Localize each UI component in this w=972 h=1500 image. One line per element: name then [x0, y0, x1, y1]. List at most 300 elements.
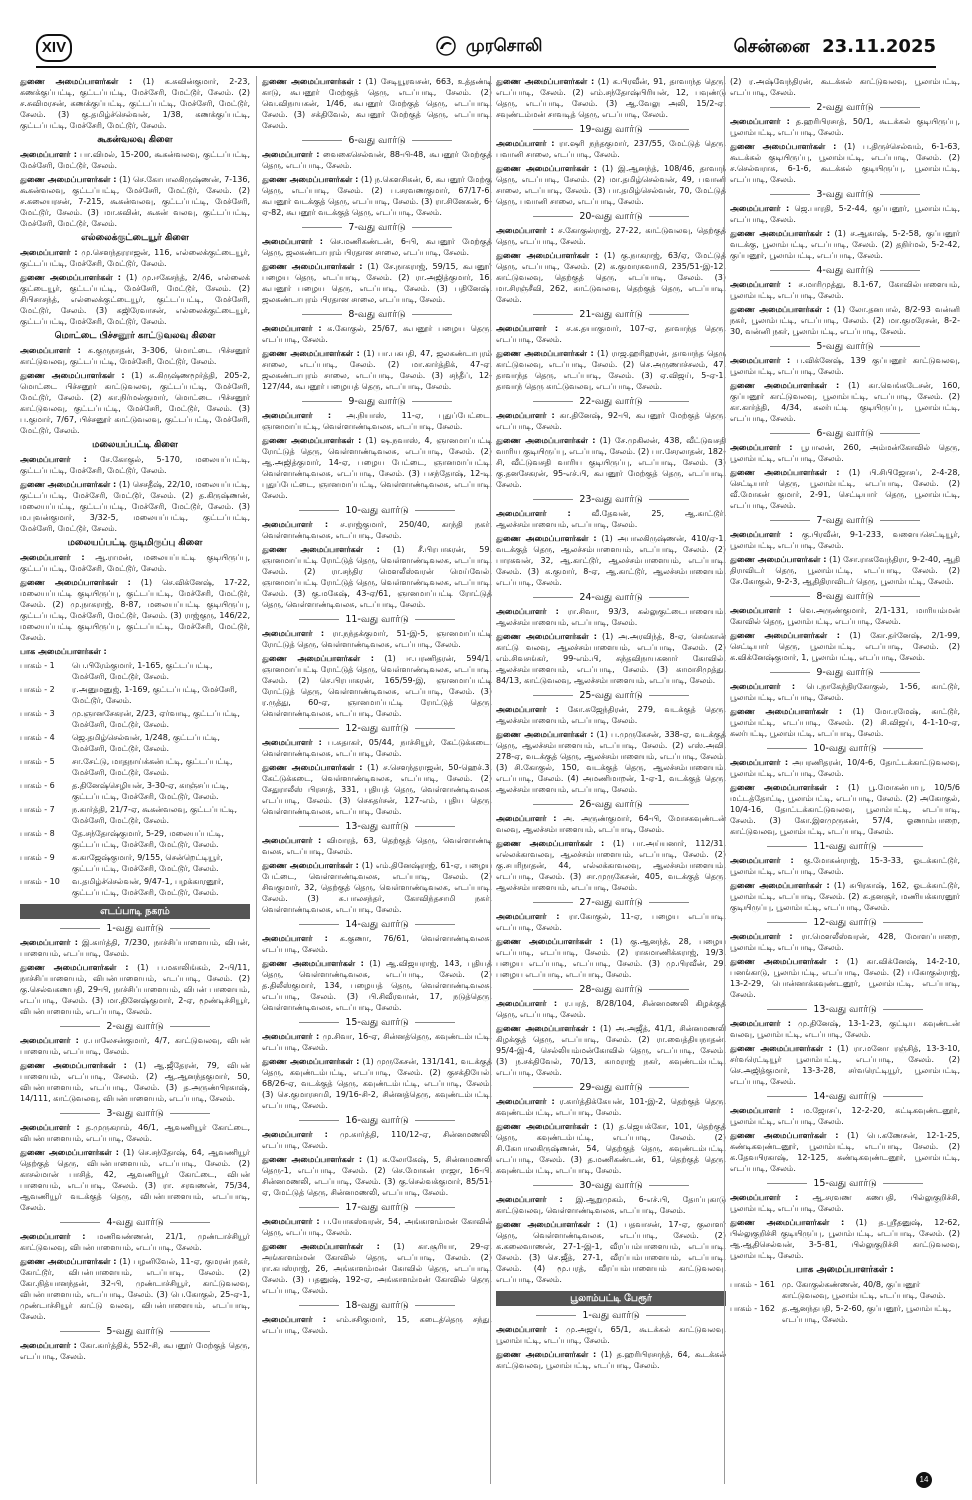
officer-details: (1) எம்.தினேஷ்ராஜ், 61-ஏ, பழைய பேட்டை, வெள்ளாண்டிவலசு, எடப்பாடி, சேலம். (2) சிவகுமார், 32, தெற்குத் தெரு, வெள்ளாண்டிவலசு, எடப்பாடி, சேலம். (3) சு.பாலசந்தர், கோவிந்தசாமி நகர், வெள்ளாண்டிவலசு, எடப்பாடி, சேலம்.: [262, 861, 492, 914]
dateline: [734, 36, 936, 59]
role-label: துணை அமைப்பாளர்கள் :: [262, 349, 360, 358]
officer-details: (1) சுபிரகாஷ், 162, ஓடக்காட்டூர், பூலாம்பட்டி, எடப்பாடி, சேலம். (2) சு.தனசூர், மணியக்காரனூர் குடியிருப்பு, பூலாம்பட்டி, எடப்பாடி, சேலம்.: [730, 881, 960, 912]
officer-details: கோ.கார்த்திக், 552-சி, கூபனூர் மேற்குத் தெரு, எடப்பாடி, சேலம்.: [20, 1341, 250, 1361]
officer-entry: [20, 479, 250, 534]
officer-entry: [20, 272, 250, 327]
officer-entry: [20, 1122, 250, 1144]
booth-number: பாகம் - 7: [20, 805, 55, 814]
page-header: [0, 0, 972, 64]
officer-details: (1) க.லோகேஷ், 5, சின்னமணலி தெரு-1, எடப்பாடி, சேலம். (2) செ.மோகன் ராஜா, 16-பி, சின்னமணலி, எடப்பாடி, சேலம். (3) கு.செல்வக்குமார், 85/51-ஏ, மேட்டுத் தெரு, சின்னமணலி, எடப்பாடி, சேலம்.: [262, 1155, 492, 1197]
officer-entry: [20, 1147, 250, 1213]
officer-details: (1) கு.ஆனந்த், 28, பழைய எடப்பாடி, எடப்பாடி, சேலம். (2) ராசுமாணிக்கராஜ், 19/3, பழைய எடப்பாடி, எடப்பாடி, சேலம். (3) மு.பிரவீன், 29, பழைய எடப்பாடி, எடப்பாடி, சேலம்.: [496, 937, 726, 979]
booth-entry: [730, 1279, 960, 1301]
officer-details: ச.கோகுல்ராஜ், 27-22, காட்டுவலவு, தெற்குத் தெரு, எடப்பாடி, சேலம்.: [496, 226, 726, 246]
role-label: அமைப்பாளர் :: [20, 248, 78, 257]
booth-entry: [20, 828, 250, 850]
booth-entry: [20, 756, 250, 778]
role-label: அமைப்பாளர் :: [262, 934, 328, 943]
ward-heading: 23-வது வார்டு: [496, 494, 726, 505]
role-label: துணை அமைப்பாளர்கள் :: [262, 959, 364, 968]
booth-entry: [20, 780, 250, 802]
officer-entry: [496, 508, 726, 530]
role-label: அமைப்பாளர் :: [262, 411, 332, 420]
masthead: [436, 36, 542, 58]
officer-details: இ.கார்த்தி, 7/230, நாச்சிப்பாளையம், விபன், பாளையம், எடப்பாடி, சேலம்.: [20, 938, 250, 958]
officer-details: பூபாலன், 260, அம்மன்கோவில் தெரு, பூலாம்பட்டி, எடப்பாடி, சேலம்.: [730, 443, 960, 463]
officer-details: (1) ஆ.ஜீதேரன், 79, விபன் பாளையம், எடப்பாடி, சேலம். (2) ஆ.ஆனந்தகுமார், 50, விபன்பாளையம், எடப்பாடி, சேலம். (3) த.அருண்பிரகாஷ், 14/111, காட்டுவலவு, விபன்பாளையம், எடப்பாடி, சேலம்.: [20, 1061, 250, 1103]
ward-heading: 15-வது வார்டு: [262, 1017, 492, 1028]
ward-heading: 24-வது வார்டு: [496, 592, 726, 603]
role-label: அமைப்பாளர் :: [496, 324, 559, 333]
role-label: அமைப்பாளர் :: [730, 682, 796, 691]
officer-entry: [20, 937, 250, 959]
officer-entry: [20, 646, 250, 657]
officer-entry: [20, 1231, 250, 1253]
officer-entry: [496, 1194, 726, 1216]
officer-details: (1) செசதீஷ், 22/10, மலையப்பட்டி, குட்டப்பட்டி, மேச்சேரி, மேட்டூர், சேலம். (2) த.கிருஷ்ணன், மலையப்பட்டி, குட்டப்பட்டி, மேச்சேரி, மேட்டூர், சேலம். (3) ம.புவன்குமார், 3/32-5, மலையப்பட்டி, குட்டப்பட்டி, மேச்சேரி, மேட்டூர், சேலம்.: [20, 480, 250, 533]
booth-officer: வ.தமிழ்ச்செல்வன், 9/47-1, பழக்காரனூர், குட்டப்பட்டி, மேச்சேரி, மேட்டூர், சேலம்.: [72, 877, 224, 897]
officer-entry: [496, 704, 726, 726]
officer-entry: [730, 782, 960, 837]
officer-entry: [730, 279, 960, 301]
officer-details: மு.அஜய், 65/1, கூடக்கல் காட்டுவலவு, பூலாம்பட்டி, எடப்பாடி, சேலம்.: [496, 1325, 726, 1345]
role-label: துணை அமைப்பாளர்கள் :: [20, 480, 117, 489]
officer-details: (1) த.ஜெயக்கோ, 101, தெற்குத் தெரு, கவுண்டம்பட்டி, எடப்பாடி, சேலம். (2) சி.கோபாலகிருஷ்ணன், 54, தெற்குத் தெரு, கவுண்டம்பட்டி, எடப்பாடி, சேலம். (3) த.மணிகண்டன், 61, தெற்குத் தெரு, கவுண்டம்பட்டி, எடப்பாடி, சேலம்.: [496, 1122, 726, 1175]
officer-entry: [496, 606, 726, 628]
booth-number: பாகம் - 1: [20, 661, 55, 670]
officer-details: (1) கா.வெங்கடேசன், 160, குப்பனூர் காட்டுவலவு, பூலாம்பட்டி, எடப்பாடி, சேலம். (2) கா.கார்த்தி, 4/34, கலர்பட்டி குடியிருப்பு, பூலாம்பட்டி, எடப்பாடி, சேலம்.: [730, 381, 960, 423]
officer-details: (1) கோ.தர்னேஷ், 2/1-99, செட்டியார் தெரு, பூலாம்பட்டி, எடப்பாடி, சேலம். (2) க.விக்னேஷ்குமார், 1, பூலாம்பட்டி, எடப்பாடி, சேலம்.: [730, 631, 960, 662]
booth-officer: சா.சேட்டு, மாதநாய்க்கன்பட்டி, குட்டப்பட்டி, மேச்சேரி, மேட்டூர், சேலம்.: [72, 757, 233, 777]
officer-entry: [262, 435, 492, 501]
officer-details: (1) ஈ.பரணிதரன், 594/1, ஞானமாப்பட்டி ரோட்டுத் தெரு, வெள்ளாண்டிவலசு, எடப்பாடி, சேலம். (2) செ.பிரபாகரன், 165/59-இ, ஞானமாப்பட்டி ரோட்டுத் தெரு, வெள்ளாண்டிவலசு, எடப்பாடி, சேலம். (3) ர.ருத்து, 60-ஏ, ஞானமாப்பட்டி ரோட்டுத் தெரு, வெள்ளாண்டிவலசு, எடப்பாடி, சேலம்.: [262, 654, 492, 718]
role-label: அமைப்பாளர் :: [730, 856, 794, 865]
dateline-city: சென்னை: [733, 36, 810, 57]
officer-details: ஆ.சரவண கணபதி, பில்லுகுறிச்சி, பூலாம்பட்டி, எடப்பாடி, சேலம்.: [730, 1193, 960, 1213]
role-label: அமைப்பாளர் :: [496, 1195, 563, 1204]
officer-entry: [496, 348, 726, 392]
officer-details: கு.பிரவீன், 9-1-233, வளையசெட்டியூர், பூலாம்பட்டி, எடப்பாடி, சேலம்.: [730, 530, 960, 550]
officer-entry: [730, 630, 960, 663]
officer-entry: [262, 544, 492, 610]
officer-details: (1) ச.செளந்தராஜன், 50-ஹெச்.3, கேட்டுக்கடை, வெள்ளாண்டிவலசு, எடப்பாடி, சேலம். (2) சேதுராலீஸ் பிரசாத், 331, புதியத் தெரு, வெள்ளாண்டிவலசு, எடப்பாடி, சேலம். (3) செசுதர்சன், 127-எம், புதிய தெரு, வெள்ளாண்டிவலசு, எடப்பாடி, சேலம்.: [262, 763, 492, 816]
officer-entry: [730, 76, 960, 98]
booth-entry: [20, 708, 250, 730]
officer-details: செ.மணிகண்டன், 6-பி, கூபனூர் மேற்குத் தெரு, ஜலகண்டாபுரம் பிரதான சாலை, எடப்பாடி, சேலம்.: [262, 237, 492, 257]
role-label: அமைப்பாளர் :: [730, 530, 793, 539]
officer-details: (1) சேடியூரவசன், 663, உத்தண்டி காடு, கூபனூர் மேற்குத் தெரு, எடப்பாடி, சேலம். (2) வெ.விநாயகன், 1/46, கூபனூர் மேற்குத் தெரு, எடப்பாடி, சேலம். (3) சக்திவேல், கூபனூர் மேற்குத் தெரு, எடப்பாடி, சேலம்.: [262, 77, 492, 130]
ward-heading: 21-வது வார்டு: [496, 309, 726, 320]
role-label: துணை அமைப்பாளர்கள் :: [730, 381, 840, 390]
role-label: துணை அமைப்பாளர்கள் :: [20, 1061, 127, 1070]
role-label: துணை அமைப்பாளர்கள் :: [262, 77, 362, 86]
role-label: அமைப்பாளர் :: [20, 553, 85, 562]
officer-entry: [730, 681, 960, 703]
role-label: துணை அமைப்பாளர்கள் :: [262, 654, 374, 663]
officer-details: (1) செ.சந்தோஷ், 64, ஆவணியூர் தெற்குத் தெரு, விபன்பாளையம், எடப்பாடி, சேலம். (2) காசல்மான் பாசித், 42, ஆவணியூர் கோட்டை, விபன் பாளையம், எடப்பாடி, சேலம். (3) ரா. சரவணன், 75/34, ஆவணியூர் வடக்குத் தெரு, விபன்பாளையம், எடப்பாடி, சேலம்.: [20, 1148, 250, 1212]
officer-entry: [20, 552, 250, 574]
booth-number: பாகம் - 8: [20, 829, 55, 838]
officer-details: (1) அ.அரவிந்த், 8-ஏ, செங்கான் காட்டு வலவு, ஆலச்சம்பாளையம், எடப்பாடி, சேலம். (2) எம்.சிவசங்கர், 99-எம்.பி, சுந்தவிநாயகனார் கோவில், ஆலச்சம்பாளையம், எடப்பாடி, சேலம். (3) காமாசிமுத்து, 84/13, காட்டுவலவு, ஆலச்சம்பாளையம், எடப்பாடி, சேலம்.: [496, 632, 726, 685]
column-3: [496, 76, 726, 1484]
role-label: அமைப்பாளர் :: [20, 455, 87, 464]
officer-entry: [496, 323, 726, 345]
officer-entry: [496, 631, 726, 686]
role-label: துணை அமைப்பாளர்கள் :: [730, 631, 840, 640]
role-label: துணை அமைப்பாளர்கள் :: [496, 164, 597, 173]
role-label: துணை அமைப்பாளர்கள் :: [730, 783, 839, 792]
header-rule: [36, 66, 936, 68]
folio-badge: 14: [916, 1472, 932, 1488]
role-label: துணை அமைப்பாளர்கள் :: [730, 468, 840, 477]
ward-heading: 9-வது வார்டு: [730, 667, 960, 678]
officer-entry: [20, 345, 250, 367]
officer-entry: [496, 729, 726, 795]
role-label: அமைப்பாளர் :: [262, 1032, 320, 1041]
branch-heading: கூகன்வலவு கிளை: [97, 135, 173, 145]
ward-heading: 4-வது வார்டு: [20, 1217, 250, 1228]
role-label: துணை அமைப்பாளர்கள் :: [262, 1057, 360, 1066]
role-label: அமைப்பாளர் :: [262, 629, 325, 638]
officer-entry: [262, 835, 492, 857]
officer-details: ப.விக்னேஷ், 139 குப்பனூர் காட்டுவலவு, பூலாம்பட்டி, எடப்பாடி, சேலம்.: [730, 356, 960, 376]
role-label: துணை அமைப்பாளர்கள் :: [20, 371, 125, 380]
officer-details: (1) அபாலகிருஷ்ணன், 410/ஏ-1, வடக்குத் தெரு, ஆலச்சம்பாளையம், எடப்பாடி, சேலம். (2) பாரகவன், 32, ஆ.காட்டூர், ஆலச்சம்பாளையம், எடப்பாடி, சேலம். (3) க.குமார், 8-ஏ, ஆ.காட்டூர், ஆலச்சம்பாளையம், எடப்பாடி, சேலம்.: [496, 534, 726, 587]
officer-details: ரா.மௌலீஸ்வரன், 428, மோளப்பாறை, பூலாம்பட்டி, எடப்பாடி, சேலம்.: [730, 932, 960, 952]
officer-entry: [730, 706, 960, 739]
officer-entry: [730, 529, 960, 551]
officer-details: ச.மாரிமுத்து, 8.1-67, கோவில்பாளையம், பூலாம்பட்டி, எடப்பாடி, சேலம்.: [730, 280, 960, 300]
officer-entry: [262, 410, 492, 432]
role-label: அமைப்பாளர் :: [20, 1232, 86, 1241]
ward-heading: 3-வது வார்டு: [730, 189, 960, 200]
officer-entry: [730, 1018, 960, 1040]
role-label: துணை அமைப்பாளர்கள் :: [496, 1350, 597, 1359]
officer-details: ஜெ.பாரதி, 5-2-44, குப்பனூர், பூலாம்பட்டி, எடப்பாடி, சேலம்.: [730, 204, 960, 224]
officer-entry: [262, 1241, 492, 1296]
officer-details: (1) த.ஹரிபிரசாந்த், 64, கூடக்கல் காட்டுவலவு, பூலாம்பட்டி, எடப்பாடி, சேலம்.: [496, 1350, 726, 1370]
booth-entry: [20, 684, 250, 706]
role-label: அமைப்பாளர் :: [262, 1217, 320, 1226]
masthead-title: முரசொலி: [465, 36, 543, 56]
officer-details: (1) ரா.மனோ ரஞ்சித், 13-3-10, சர்வரெட்டியூர் பூலாம்பட்டி, எடப்பாடி, சேலம். (2) செ.அஜித்குமார், 13-3-28, சர்வரெட்டியூர், பூலாம்பட்டி, எடப்பாடி, சேலம்.: [730, 1044, 960, 1086]
officer-entry: [496, 533, 726, 588]
officer-entry: [20, 1035, 250, 1057]
role-label: துணை அமைப்பாளர்கள் :: [496, 534, 597, 543]
officer-entry: [20, 174, 250, 229]
officer-entry: [20, 370, 250, 436]
officer-entry: [730, 605, 960, 627]
officer-entry: [262, 653, 492, 719]
booth-officer: பெ.பிரேம்குமார், 1-165, குட்டப்பட்டி, மேச்சேரி, மேட்டூர், சேலம்.: [72, 661, 213, 681]
officer-details: சு.குருநாதன், 3-306, மொட்டை பிச்சனூர் காட்டுவலவு, குட்டப்பட்டி, மேச்சேரி, மேட்டூர், சேலம்.: [20, 346, 250, 366]
officer-details: (1) சோ.ராகவேந்திரா, 9-2-40, ஆதி திராவிடர் தெரு, பூலாம்பட்டி, எடப்பாடி, சேலம். (2) சே.கோகுல், 9-2-3, ஆதிதிராவிடர் தெரு, பூலாம்பட்டி, சேலம்.: [730, 555, 960, 586]
role-label: அமைப்பாளர் :: [262, 1315, 327, 1324]
officer-details: பெ.நாகேந்திரகோகுல், 1-56, காட்டூர், பூலாம்பட்டி, எடப்பாடி, சேலம்.: [730, 682, 960, 702]
officer-entry: [496, 1121, 726, 1176]
officer-details: த.ஹரிபிரசாத், 50/1, கூடக்கல் குடியிருப்பு, பூலாம்பட்டி, எடப்பாடி, சேலம்.: [730, 117, 960, 137]
column-2: [262, 76, 492, 1484]
ward-heading: 10-வது வார்டு: [730, 743, 960, 754]
officer-details: ம.ஜோசப், 12-2-20, கட்டிகவுண்டனூர், பூலாம்பட்டி, எடப்பாடி, சேலம்.: [730, 1106, 960, 1126]
ward-heading: 9-வது வார்டு: [262, 396, 492, 407]
role-label: துணை அமைப்பாளர்கள் :: [20, 1148, 119, 1157]
officer-details: சே.கோகுல், 5-170, மலையப்பட்டி, குட்டப்பட்டி, மேச்சேரி, மேட்டூர், சேலம்.: [20, 455, 250, 475]
officer-details: (1) அ.அஜீத், 41/1, சின்னமணலி கிழக்குத் தெரு, எடப்பாடி, சேலம். (2) ரா.வைத்தியநாதன், 95/4-இ-4, செல்லியம்மன்கோவில் தெரு, எடப்பாடி, சேலம். (3) ந.சக்திவேல், 70/13, காமராஜ் நகர், கவுண்டம்பட்டி, எடப்பாடி, சேலம்.: [496, 1024, 726, 1077]
officer-details: (1) பதவாசன், 17-ஏ, குலாளர் தெரு, வெள்ளாண்டிவலசு, எடப்பாடி, சேலம். (2) க.கலைவாணன், 27-1-இ-1, வீரப்பம்பாளையம், எடப்பாடி, சேலம். (3) செ.ஜீத், 27-1, வீரப்பம்பாளையம், எடப்பாடி, சேலம். (4) மூ.பரத், வீரப்பம்பாளையம் காட்டுவலவு, எடப்பாடி, சேலம்.: [496, 1220, 726, 1284]
officer-details: பா.விமல், 15-200, கூகன்வலவு, குட்டப்பட்டி, மேச்சேரி, மேட்டூர், சேலம்.: [20, 150, 250, 170]
officer-details: (1) லோ.தனபால், 8/2-93 வன்னி நகர், பூலாம்பட்டி, எடப்பாடி, சேலம். (2) மா.குமரேசன், 8-2-30, வன்னி நகர், பூலாம்பட்டி, எடப்பாடி, சேலம்.: [730, 305, 960, 336]
ward-heading: 25-வது வார்டு: [496, 690, 726, 701]
officer-details: அ. அருண்குமார், 64-பி, மோசகவுண்டன் வலவு, ஆலச்சம்பாளையம், எடப்பாடி, சேலம்.: [496, 814, 726, 834]
officer-entry: [262, 737, 492, 759]
role-label: துணை அமைப்பாளர்கள் :: [730, 555, 827, 564]
officer-entry: [496, 76, 726, 120]
officer-entry: [730, 203, 960, 225]
officer-entry: [496, 250, 726, 305]
officer-details: (1) க.பிரவீன், 91, தாவாந்த தெரு, எடப்பாடி, சேலம். (2) எம்.சந்தோஷ்பிரியன், 12, பவுண்டு தெரு, எடப்பாடி, சேலம். (3) ஆ.வேலு அலி, 15/2-ஏ, சவுண்டம்மன் சாவடித் தெரு, எடப்பாடி, சேலம்.: [496, 77, 726, 119]
role-label: துணை அமைப்பாளர்கள் :: [730, 707, 843, 716]
officer-details: வைகைசெல்வன், 88-பி-48, கூபனூர் மேற்குத் தெரு, எடப்பாடி, சேலம்.: [262, 150, 492, 170]
ward-heading: 1-வது வார்டு: [496, 1310, 726, 1321]
ward-heading: 16-வது வார்டு: [262, 1115, 492, 1126]
officer-details: ச.ராஜ்குமார், 250/40, காந்தி நகர், வெள்ளாண்டிவலசு, எடப்பாடி, சேலம்.: [262, 520, 492, 540]
officer-entry: [496, 1219, 726, 1285]
role-label: அமைப்பாளர் :: [730, 443, 793, 452]
officer-entry: [262, 762, 492, 817]
ward-heading: 8-வது வார்டு: [730, 591, 960, 602]
ward-heading: 7-வது வார்டு: [262, 222, 492, 233]
role-label: அமைப்பாளர் :: [496, 411, 555, 420]
ward-heading: 20-வது வார்டு: [496, 211, 726, 222]
officer-details: (1) சே.முகிலன், 438, வீட்டுவசதி வாரிய குடியிருப்பு, எடப்பாடி, சேலம். (2) பா.சேரலாதன், 182-சி, வீட்டுவசதி வாரிய குடியிருப்பு, எடப்பாடி, சேலம். (3) கு.தனசேகரன், 95-எச்.பி, கூபனூர் மேற்குத் தெரு, எடப்பாடி, சேலம்.: [496, 436, 726, 489]
officer-entry: [20, 1340, 250, 1362]
role-label: துணை அமைப்பாளர்கள் :: [730, 1044, 832, 1053]
officer-details: கா.தினேஷ், 92-பி, கூபனூர் மேற்குத் தெரு, எடப்பாடி, சேலம்.: [496, 411, 726, 431]
role-label: துணை அமைப்பாளர்கள் :: [20, 175, 117, 184]
role-label: துணை அமைப்பாளர்கள் :: [496, 251, 599, 260]
role-label: துணை அமைப்பாளர்கள் :: [496, 1024, 596, 1033]
role-label: அமைப்பாளர் :: [730, 117, 790, 126]
officer-details: (1) பா.பசுபதி, 47, ஜலகண்டாபுரம் சாலை, எடப்பாடி, சேலம். (2) மா.கார்த்திக், 47-ஏ, ஜலகண்டாபுரம் சாலை, எடப்பாடி, சேலம். (3) சந்தீப், 12-127/44, கூபனூர் பழையத் தெரு, எடப்பாடி, சேலம்.: [262, 349, 492, 391]
officer-details: (1) சே.நாகராஜ், 59/15, கூபனூர் பழைய தெரு, எடப்பாடி, சேலம். (2) ரா.அஜித்குமார், 16, கூபனூர் பழைய தெரு, எடப்பாடி, சேலம். (3) பதினேஷ், ஜலகண்டாபுரம் பிரதான சாலை, எடப்பாடி, சேலம்.: [262, 262, 492, 304]
role-label: துணை அமைப்பாளர்கள் :: [262, 262, 363, 271]
officer-entry: [20, 76, 250, 131]
officer-details: (1) க.சுவின்குமார், 2-23, கணக்குப்பட்டி, குட்டப்பட்டி, மேச்சேரி, மேட்டூர், சேலம். (2) ச.சுவிமரசன், கணக்குப்பட்டி, குட்டப்பட்டி, மேச்சேரி, மேட்டூர், சேலம். (3) கு.தமிழ்ச்செல்வன், 1/38, கணக்குப்பட்டி, குட்டப்பட்டி, மேச்சேரி, மேட்டூர், சேலம்.: [20, 77, 250, 130]
booth-officer: க.காஜேஷ்குமார், 9/155, சென்றெட்டியூர், குட்டப்பட்டி, மேச்சேரி, மேட்டூர், சேலம்.: [72, 853, 223, 873]
column-1: [20, 76, 250, 1484]
officer-details: (1) ப.முருகேசன், 338-ஏ, வடக்குத் தெரு, ஆலச்சம்பாளையம், எடப்பாடி, சேலம். (2) எஸ்.அவி, 278-ஏ, வடக்குத் தெரு, ஆலச்சம்பாளையம், எடப்பாடி, சேலம். (3) சி.கோகுல், 150, வடக்குத் தெரு, ஆலச்சம்பாளையம், எடப்பாடி, சேலம். (4) அமணிமாறன், 1-ஏ-1, வடக்குத் தெரு, ஆலச்சம்பாளையம், எடப்பாடி, சேலம்.: [496, 730, 726, 794]
booth-officer: தே.சந்தோஷ்குமார், 5-29, மலையப்பட்டி, குட்டப்பட்டி, மேச்சேரி, மேட்டூர், சேலம்.: [72, 829, 224, 849]
ward-heading: 8-வது வார்டு: [262, 309, 492, 320]
role-label: அமைப்பாளர் :: [262, 520, 329, 529]
officer-entry: [20, 577, 250, 643]
officer-entry: [262, 1031, 492, 1053]
booth-number: பாகம் - 161: [730, 1280, 775, 1289]
ward-heading: 28-வது வார்டு: [496, 984, 726, 995]
ward-heading: 17-வது வார்டு: [262, 1202, 492, 1213]
ward-heading: 5-வது வார்டு: [730, 341, 960, 352]
officer-entry: [730, 141, 960, 185]
role-label: துணை அமைப்பாளர்கள் :: [20, 1257, 117, 1266]
officer-entry: [730, 1130, 960, 1174]
officer-details: (1) ராஜ.ஹரிஹரன், தாவாந்த தெரு காட்டுவலவு, எடப்பாடி, சேலம். (2) செ.அருணாச்சலம், 47, தாவாந்த தெரு, எடப்பாடி, சேலம். (3) ஏ.விஜய், 5-ஏ-1, தாவாந் தெரு காட்டுவலவு, எடப்பாடி, சேலம்.: [496, 349, 726, 391]
role-label: துணை அமைப்பாளர்கள் :: [496, 436, 596, 445]
officer-entry: [730, 304, 960, 337]
role-label: அமைப்பாளர் :: [496, 226, 554, 235]
officer-entry: [262, 519, 492, 541]
role-label: அமைப்பாளர் :: [730, 758, 789, 767]
officer-entry: [730, 1105, 960, 1127]
ward-heading: 2-வது வார்டு: [730, 102, 960, 113]
role-label: அமைப்பாளர் :: [730, 1019, 791, 1028]
role-label: அமைப்பாளர் :: [20, 1036, 79, 1045]
officer-details: (1) இ.ஆனந்த், 108/46, தாவாந் தெரு, எடப்பாடி, சேலம். (2) மா.தமிழ்செல்வன், 49, பவானி சாலை, எடப்பாடி, சேலம். (3) பா.தமிழ்செல்வன், 70, மேட்டுத் தெரு, பவானி சாலை, எடப்பாடி, சேலம்.: [496, 164, 726, 206]
booth-entry: [20, 660, 250, 682]
ward-heading: 22-வது வார்டு: [496, 396, 726, 407]
role-label: துணை அமைப்பாளர்கள் :: [730, 1131, 839, 1140]
officer-entry: [262, 76, 492, 131]
officer-details: (1) ப.திருச்செல்வம், 6-1-63, கூடக்கல் குடியிருப்பு, பூலாம்பட்டி, எடப்பாடி, சேலம். (2) ச.செல்வராசு, 6-1-6, கூடக்கல் குடியிருப்பு, பூலாம்பட்டி, எடப்பாடி, சேலம்.: [730, 142, 960, 184]
officer-entry: [496, 138, 726, 160]
officer-entry: [262, 149, 492, 171]
booth-number: பாகம் - 6: [20, 781, 55, 790]
ward-heading: 6-வது வார்டு: [262, 135, 492, 146]
column-divider: [490, 76, 491, 1484]
ward-heading: 27-வது வார்டு: [496, 897, 726, 908]
section-band: எடப்பாடி நகரம்: [20, 904, 250, 919]
role-label: அமைப்பாளர் :: [262, 738, 322, 747]
officer-entry: [730, 355, 960, 377]
masthead-logo-icon: [436, 36, 456, 56]
section-band: பூலாம்பட்டி பேரூர்: [496, 1291, 726, 1306]
officer-details: (1) ஆ.விஜயராஜ், 143, புதியத் தெரு, வெள்ளாண்டிவலசு, எடப்பாடி, சேலம். (2) த.திலீஸ்குமார், 134, பழையத் தெரு, வெள்ளாண்டிவலசு, எடப்பாடி, சேலம். (3) பி.சிவீரவான், 17, நடுத்தெரு, வெள்ளாண்டிவலசு, எடப்பாடி, சேலம்.: [262, 959, 492, 1012]
officer-details: ஆ.ராமன், மலையப்பட்டி குடியிருப்பு, குட்டப்பட்டி, மேச்சேரி, மேட்டூர், சேலம்.: [20, 553, 250, 573]
officer-entry: [262, 1056, 492, 1111]
column-divider: [256, 76, 257, 1484]
ward-heading: 26-வது வார்டு: [496, 799, 726, 810]
officer-details: கு.மோகன்ராஜ், 15-3-33, ஓடக்காட்டூர், பூலாம்பட்டி, எடப்பாடி, சேலம்.: [730, 856, 960, 876]
officer-details: (1) பூ.மோகன்பாபு, 10/5/6 மட்டத்தோட்டி, பூலாம்பட்டி, எடப்பாடி, சேலம். (2) அகோகுல், 10/4-16, தோட்டக்காட்டுவலவு, பூலாம்பட்டி, எடப்பாடி, சேலம். (3) கோ.இளமுருகன், 57/4, ஓணாம்பாறை, காட்டுவலவு, பூலாம்பட்டி, எடப்பாடி, சேலம்.: [730, 783, 960, 836]
officer-details: ர.பாலேசன்குமார், 4/7, காட்டுவலவு, விபன் பாளையம், எடப்பாடி, சேலம்.: [20, 1036, 250, 1056]
booth-officer: ந.கார்த்தி, 21/7-ஏ, கூகன்வலவு, குட்டப்பட்டி, மேச்சேரி, மேட்டூர், சேலம்.: [72, 805, 238, 825]
role-label: அமைப்பாளர் :: [730, 204, 790, 213]
ward-heading: 13-வது வார்டு: [262, 821, 492, 832]
dateline-date: 23.11.2025: [822, 36, 936, 57]
officer-details: (1) மோ.ரமேஷ், காட்டூர், பூலாம்பட்டி, எடப்பாடி, சேலம். (2) சி.விஜய், 4-1-10-ஏ, கலர்பட்டி, பூலாம்பட்டி, எடப்பாடி, சேலம்.: [730, 707, 960, 738]
officer-entry: [262, 958, 492, 1013]
officer-entry: [262, 628, 492, 650]
officer-entry: [496, 838, 726, 893]
officer-details: (2) ர.அஷ்வேந்திரன், கூடக்கல் காட்டுவலவு, பூலாம்பட்டி, எடப்பாடி, சேலம்.: [730, 77, 960, 97]
role-label: துணை அமைப்பாளர்கள் :: [730, 142, 837, 151]
role-label: துணை அமைப்பாளர்கள் :: [262, 1242, 380, 1251]
officer-entry: [730, 467, 960, 511]
page-number-badge: XIV: [36, 34, 72, 62]
role-label: துணை அமைப்பாளர்கள் :: [496, 1220, 600, 1229]
officer-details: (1) செ.விக்னேஷ், 17-22, மலையப்பட்டி குடியிருப்பு, குட்டப்பட்டி, மேச்சேரி, மேட்டூர், சேலம். (2) மு.நாகராஜ், 8-87, மலையப்பட்டி குடியிருப்பு, குட்டப்பட்டி, மேச்சேரி, மேட்டூர், சேலம். (3) ராஜ்குரு, 146/22, மலையப்பட்டி குடியிருப்பு, குட்டப்பட்டி, மேச்சேரி, மேட்டூர், சேலம்.: [20, 578, 250, 642]
ward-heading: 2-வது வார்டு: [20, 1021, 250, 1032]
officer-entry: [730, 554, 960, 587]
role-label: அமைப்பாளர் :: [730, 606, 792, 615]
column-divider: [724, 76, 725, 1484]
booth-entry: [730, 1303, 960, 1325]
officer-entry: [730, 1217, 960, 1261]
booth-entry: [20, 876, 250, 898]
role-label: துணை அமைப்பாளர்கள் :: [496, 730, 594, 739]
officer-entry: [496, 1349, 726, 1371]
officer-entry: [730, 855, 960, 877]
officer-entry: [262, 860, 492, 915]
officer-entry: [730, 442, 960, 464]
role-label: துணை அமைப்பாளர்கள் :: [20, 273, 121, 282]
officer-entry: [20, 149, 250, 171]
role-label: அமைப்பாளர் :: [496, 912, 560, 921]
officer-details: மு.தினேஷ், 13-1-23, குட்டிய கவுண்டன் வலவு, பூலாம்பட்டி, எடப்பாடி, சேலம்.: [730, 1019, 960, 1039]
officer-details: (1) மு.ஈகேசந்த், 2/46, எல்லைக் குட்டையூர், குட்டப்பட்டி, மேச்சேரி, மேட்டூர், சேலம். (2) சிபிசாசந்த், எல்லைக்குட்டையூர், குட்டப்பட்டி, மேச்சேரி, மேட்டூர், சேலம். (3) சுஜிரேவாசன், எல்லைக்குட்டையூர், குட்டப்பட்டி, மேச்சேரி, மேட்டூர், சேலம்.: [20, 273, 250, 326]
officer-details: க.குணா, 76/61, வெள்ளாண்டிவலசு, எடப்பாடி, சேலம்.: [262, 934, 492, 954]
role-label: அமைப்பாளர் :: [262, 237, 323, 246]
role-label: துணை அமைப்பாளர்கள் :: [496, 632, 597, 641]
booth-entry: [20, 804, 250, 826]
officer-details: மணிவண்ணன், 21/1, முண்டாச்சியூர் காட்டுவலவு, விபன்பாளையம், எடப்பாடி, சேலம்.: [20, 1232, 250, 1252]
ward-heading: 30-வது வார்டு: [496, 1180, 726, 1191]
officer-entry: [262, 1129, 492, 1151]
role-label: அமைப்பாளர் :: [496, 139, 555, 148]
booth-officer: மு.ஞானசேகரன், 2/23, ஏர்வாடி, குட்டப்பட்டி, மேச்சேரி, மேட்டூர், சேலம்.: [72, 709, 240, 729]
officer-entry: [730, 880, 960, 913]
officer-entry: [262, 1216, 492, 1238]
role-label: துணை அமைப்பாளர்கள் :: [20, 963, 129, 972]
officer-details: (1) ச.ஆகாஷ், 5-2-58, குப்பனூர் வடக்கு, பூலாம்பட்டி, எடப்பாடி, சேலம். (2) தநிர்மல், 5-2-42, குப்பனூர், பூலாம்பட்டி, எடப்பாடி, சேலம்.: [730, 229, 960, 260]
role-label: துணை அமைப்பாளர்கள் :: [262, 436, 362, 445]
officer-details: (1) சு.கிருஷ்ணமூர்த்தி, 205-2, மொட்டை பிச்சனூர் காட்டுவலவு, குட்டப்பட்டி, மேச்சேரி, மேட்டூர், சேலம். (2) கா.நிர்மல்குமார், மொட்டை பிச்சனூர் காட்டுவலவு, குட்டப்பட்டி, மேச்சேரி, மேட்டூர், சேலம். (3) ப.குமார், 7/67, பிச்சனூர் காட்டுவலவு, குட்டப்பட்டி, மேச்சேரி, மேட்டூர், சேலம்.: [20, 371, 250, 435]
role-label: துணை அமைப்பாளர்கள் :: [496, 937, 603, 946]
officer-details: ரா.கோகுல், 11-ஏ, பழைய எடப்பாடி, எடப்பாடி, சேலம்.: [496, 912, 726, 932]
branch-heading: பாக அமைப்பாளர்கள் :: [796, 1265, 894, 1275]
booth-officer: த.ஆனந்தபதி, 5-2-60, குப்பனூர், பூலாம்பட்டி, எடப்பாடி, சேலம்.: [782, 1304, 952, 1324]
role-label: துணை அமைப்பாளர்கள் :: [496, 1122, 598, 1131]
role-label: அமைப்பாளர் :: [730, 280, 792, 289]
role-label: துணை அமைப்பாளர்கள் :: [496, 839, 605, 848]
role-label: அமைப்பாளர் :: [730, 1106, 794, 1115]
ward-heading: 10-வது வார்டு: [262, 505, 492, 516]
booth-officer: த.தினேஷ்செழியன், 3-30-ஏ, காஞ்சப்பட்டி, குட்டப்பட்டி, மேச்சேரி, மேட்டூர், சேலம்.: [72, 781, 229, 801]
role-label: அமைப்பாளர் :: [496, 607, 559, 616]
officer-details: (1) பி.சிபிஜோசப், 2-4-28, செட்டியார் தெரு, பூலாம்பட்டி, எடப்பாடி, சேலம். (2) வீ.மோகன் குமார், 2-91, செட்டியார் தெரு, பூலாம்பட்டி, எடப்பாடி, சேலம்.: [730, 468, 960, 510]
booth-number: பாகம் - 10: [20, 877, 60, 886]
ward-heading: 15-வது வார்டு: [730, 1178, 960, 1189]
role-label: அமைப்பாளர் :: [20, 1123, 80, 1132]
officer-details: ர.கார்த்திக்கேயன், 101-இ-2, தெற்குத் தெரு, கவுண்டம்பட்டி, எடப்பாடி, சேலம்.: [496, 1097, 726, 1117]
ward-heading: 14-வது வார்டு: [730, 1091, 960, 1102]
officer-details: ரா.நந்தக்குமார், 51-இ-5, ஞானமாப்பட்டி ரோட்டுத் தெரு, வெள்ளாண்டிவலசு, எடப்பாடி, சேலம்.: [262, 629, 492, 649]
branch-heading: மலையப்பட்டி கிளை: [92, 440, 178, 450]
booth-entry: [20, 732, 250, 754]
role-label: அமைப்பாளர் :: [262, 150, 320, 159]
officer-details: (1) ப.மகாலிங்கம், 2-பி/11, நாச்சிப்பாளையம், விபன்பாளையம், எடப்பாடி, சேலம். (2) கு.செல்வகணபதி, 29-பி, நாச்சிப்பாளையம், விபன் பாளையம், எடப்பாடி, சேலம். (3) மா.தினேஷ்குமார், 2-ஏ, மூண்டிச்சியூர், விபன்பாளையம், எடப்பாடி, சேலம்.: [20, 963, 250, 1016]
role-label: துணை அமைப்பாளர்கள் :: [730, 305, 830, 314]
ward-heading: 12-வது வார்டு: [730, 917, 960, 928]
officer-details: (1) செ.கோபாலகிருஷ்ணன், 7-136, கூகன்வலவு, குட்டப்பட்டி, மேச்சேரி, மேட்டூர், சேலம். (2) ச.கலையரசன், 7-215, கூகன்வலவு, குட்டப்பட்டி, மேச்சேரி, மேட்டூர், சேலம். (3) மா.கவின், கூகன் வலவு, குட்டப்பட்டி, மேச்சேரி, மேட்டூர், சேலம்.: [20, 175, 250, 228]
booth-officer: மு. கோகுல்கண்ணன், 40/8, குப்பனூர் காட்டுவலவு, பூலாம்பட்டி, எடப்பாடி, சேலம்.: [782, 1280, 946, 1300]
role-label: துணை அமைப்பாளர்கள் :: [496, 349, 594, 358]
officer-entry: [496, 1324, 726, 1346]
officer-entry: [730, 757, 960, 779]
role-label: அமைப்பாளர் :: [262, 836, 322, 845]
ward-heading: 12-வது வார்டு: [262, 723, 492, 734]
branch-heading: மொட்டை பிச்சனூர் காட்டுவலவு கிளை: [54, 331, 216, 341]
